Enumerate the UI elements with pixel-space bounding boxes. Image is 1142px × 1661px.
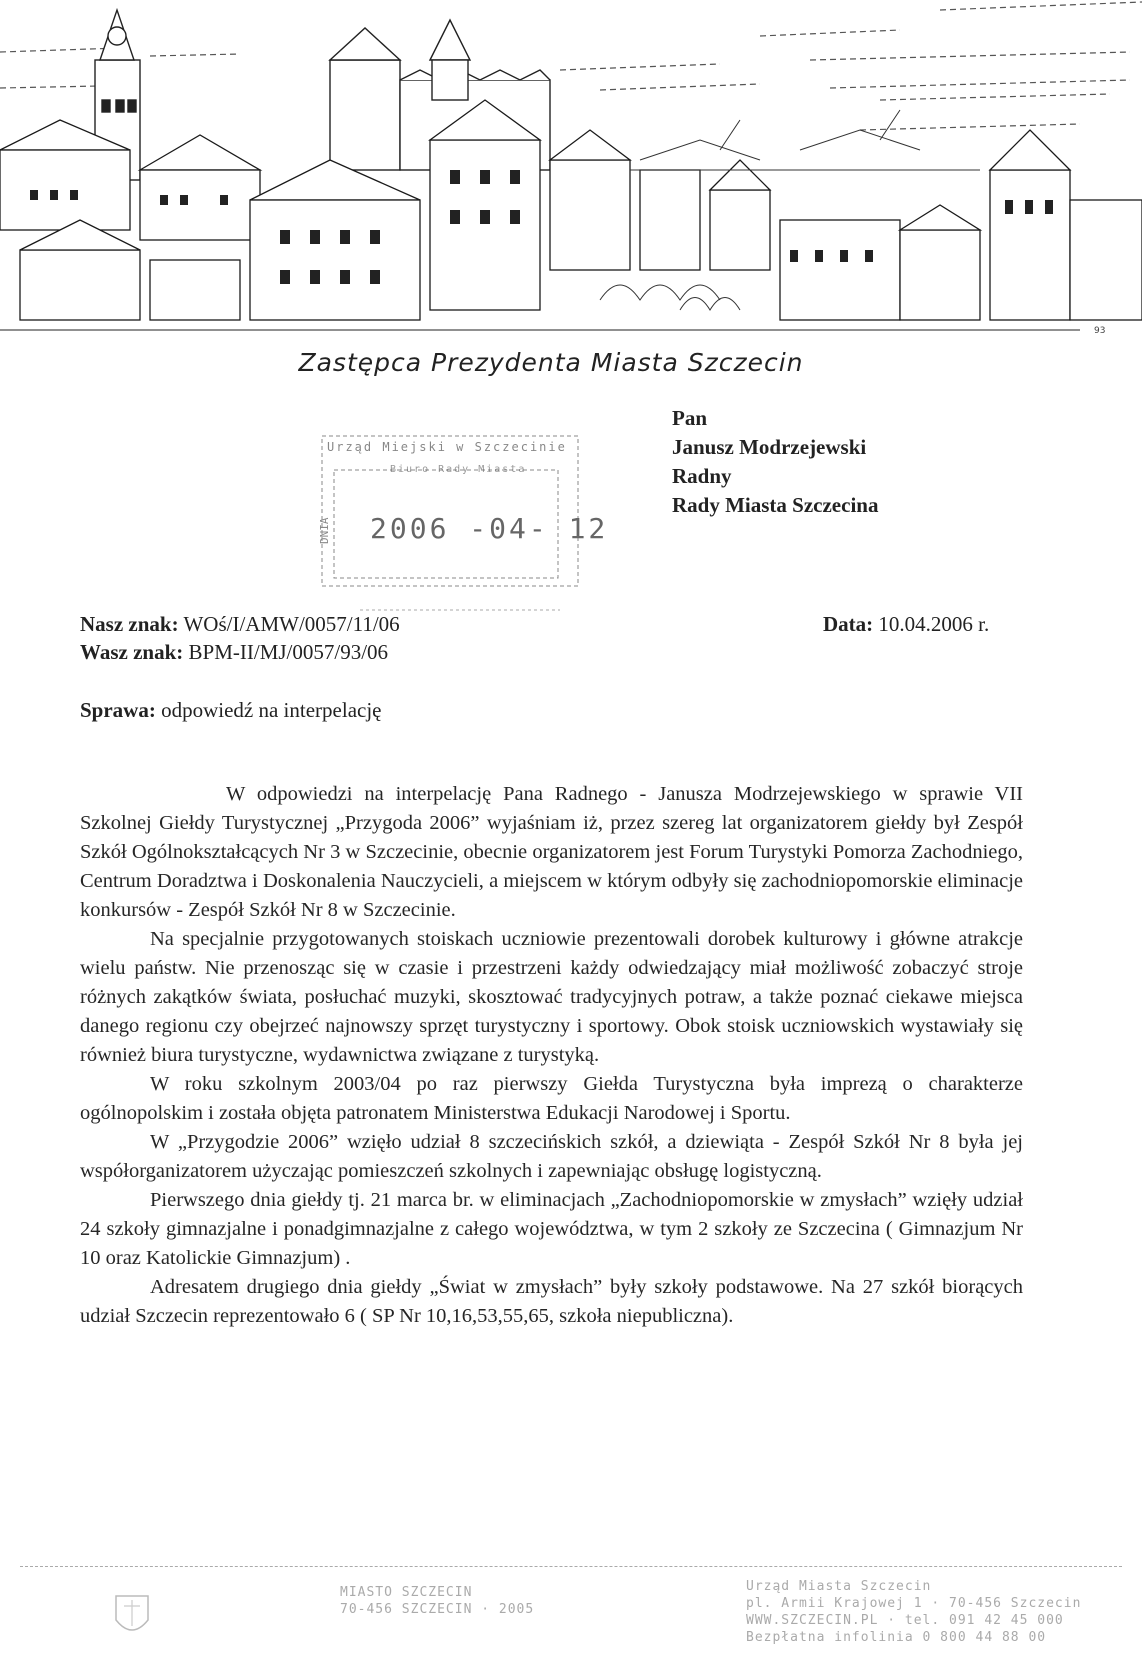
footer-right-line-2: pl. Armii Krajowej 1 · 70-456 Szczecin: [746, 1596, 1082, 1611]
addressee-council: Rady Miasta Szczecina: [672, 493, 879, 517]
footer-divider: [20, 1566, 1122, 1567]
footer-right-line-3: WWW.SZCZECIN.PL · tel. 091 42 45 000: [746, 1613, 1064, 1628]
banner-signature: 93: [1094, 326, 1106, 336]
our-reference: [80, 612, 400, 637]
footer-right-block: [746, 1578, 1081, 1646]
subject-label: Sprawa:: [80, 698, 156, 722]
footer-left-line-1: MIASTO SZCZECIN: [340, 1585, 473, 1600]
letter-body: [80, 780, 1023, 1331]
your-reference: [80, 640, 388, 665]
stamp-side-label: DNIA: [318, 517, 331, 544]
body-paragraph-5: Pierwszego dnia giełdy tj. 21 marca br. w eliminacjach „Zachodniopomorskie w zmysłach” wzięły udział 24 szkoły gimnazjalne i ponadgimnazjalne z całego województwa, w tym 2 szkoły ze Szczecina ( Gimnazjum Nr 10 oraz Katolickie Gimnazjum) .: [80, 1189, 1023, 1269]
addressee-name: Janusz Modrzejewski: [672, 435, 867, 459]
stamp-date: 2006 -04- 12: [370, 512, 609, 545]
your-reference-value: BPM-II/MJ/0057/93/06: [188, 640, 389, 664]
city-skyline-banner: [0, 0, 1142, 340]
our-reference-label: Nasz znak:: [80, 612, 179, 636]
footer-right-line-1: Urząd Miasta Szczecin: [746, 1579, 932, 1594]
body-paragraph-3: W roku szkolnym 2003/04 po raz pierwszy Giełda Turystyczna była imprezą o charakterze ogólnopolskim i została objęta patronatem Ministerstwa Edukacji Narodowej i Sportu.: [80, 1073, 1023, 1124]
body-paragraph-4: W „Przygodzie 2006” wzięło udział 8 szczecińskich szkół, a dziewiąta - Zespół Szkół Nr 8 była jej współorganizatorem użyczając pomieszczeń szkolnych i zapewniając obsługę logistyczną.: [80, 1131, 1023, 1182]
city-crest-icon: [112, 1592, 152, 1642]
addressee-block: [672, 404, 878, 520]
stamp-subheading: Biuro Rady Miasta: [390, 464, 527, 475]
addressee-role: Radny: [672, 464, 732, 488]
addressee-salutation: Pan: [672, 406, 708, 430]
body-paragraph-6: Adresatem drugiego dnia giełdy „Świat w zmysłach” były szkoły podstawowe. Na 27 szkół biorących udział Szczecin reprezentowało 6 ( SP Nr 10,16,53,55,65, szkoła niepubliczna).: [80, 1276, 1023, 1327]
letter-date: [823, 612, 989, 637]
stamp-heading: Urząd Miejski w Szczecinie: [327, 440, 567, 454]
your-reference-label: Wasz znak:: [80, 640, 184, 664]
footer-left-block: [340, 1584, 534, 1618]
body-paragraph-2: Na specjalnie przygotowanych stoiskach uczniowie prezentowali dorobek kulturowy i główne atrakcje wielu państw. Nie przenosząc się w czasie i przestrzeni każdy odwiedzający miał możliwość zobaczyć stroje różnych zakątków świata, posłuchać muzyki, skosztować tradycyjnych potraw, a także poznać ciekawe miejsca danego regionu czy obejrzeć najnowszy sprzęt turystyczny i sportowy. Obok stoisk uczniowskich wystawiały się również biura turystyczne, wydawnictwa związane z turystyką.: [80, 928, 1023, 1066]
footer-left-line-2: 70-456 SZCZECIN · 2005: [340, 1602, 535, 1617]
letter-date-value: 10.04.2006 r.: [878, 612, 990, 636]
office-title: Zastępca Prezydenta Miasta Szczecin: [298, 348, 804, 377]
our-reference-value: WOś/I/AMW/0057/11/06: [183, 612, 400, 636]
subject-line: [80, 698, 382, 723]
letter-date-label: Data:: [823, 612, 874, 636]
body-paragraph-1: W odpowiedzi na interpelację Pana Radnego - Janusza Modrzejewskiego w sprawie VII Szkolnej Giełdy Turystycznej „Przygoda 2006” wyjaśniam iż, przez szereg lat organizatorem giełdy był Zespół Szkół Ogólnokształcących Nr 3 w Szczecinie, obecnie organizatorem jest Forum Turystyki Pomorza Zachodniego, Centrum Doradztwa i Doskonalenia Nauczycieli, a miejscem w którym odbyły się zachodniopomorskie eliminacje konkursów - Zespół Szkół Nr 8 w Szczecinie.: [80, 783, 1023, 921]
subject-value: odpowiedź na interpelację: [161, 698, 382, 722]
footer-right-line-4: Bezpłatna infolinia 0 800 44 88 00: [746, 1630, 1047, 1645]
